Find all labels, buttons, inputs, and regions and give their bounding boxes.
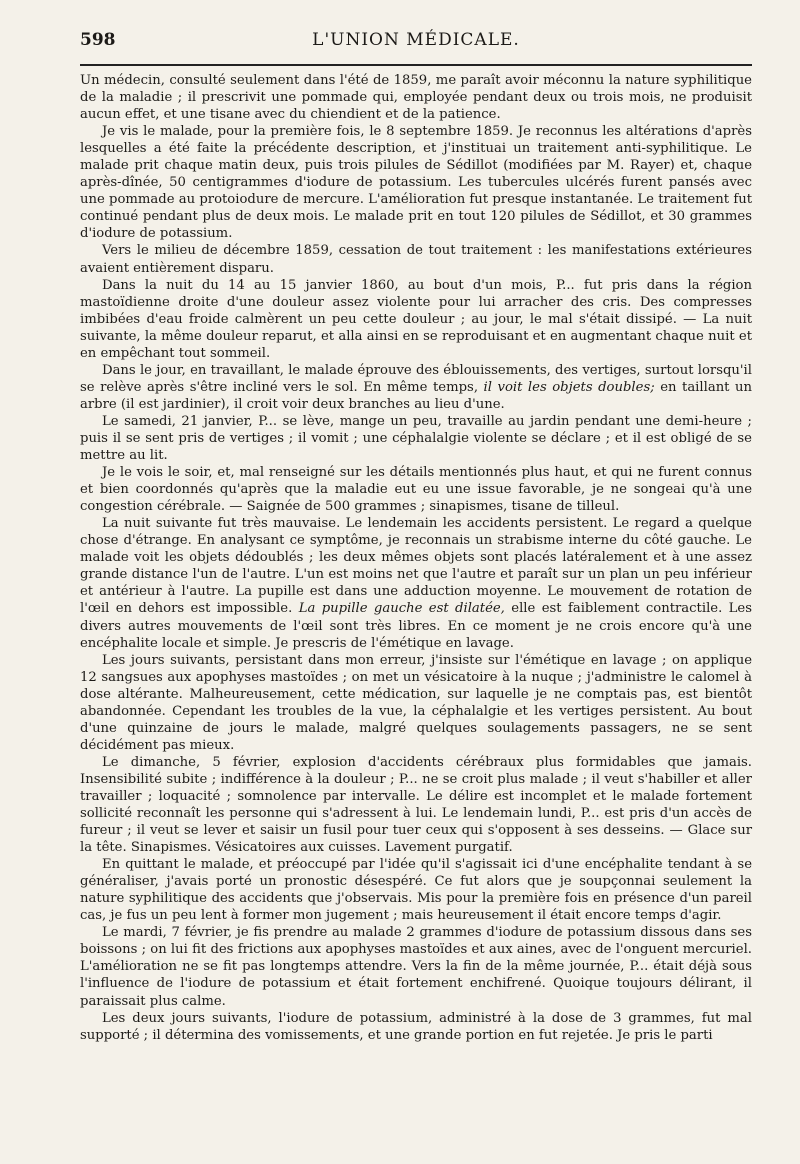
- page-number: 598: [80, 30, 116, 50]
- emphasis-text: La pupille gauche est dilatée,: [298, 601, 505, 617]
- paragraph-text: La nuit suivante fut très mauvaise. Le lendemain les accidents persistent. Le regard a quelque chose d'étrange. En analysant ce symptôme, je reconnais un strabisme interne du côté gauche. Le malade voit les objets dédoublés ; les deux mêmes objets sont placés latéralement et à une assez grande distance l'un de l'autre. L'un est moins net que l'autre et paraît sur un plan un peu inférieur et antérieur à l'autre. La pupille est dans une adduction moyenne. Le mouvement de rotation de l'œil en dehors est impossible.: [80, 516, 752, 617]
- paragraph: [80, 362, 752, 413]
- paragraph-text: en taillant un arbre (il est jardinier), il croit voir deux branches au lieu d'une.: [80, 379, 752, 412]
- emphasis-text: il voit les objets doubles;: [483, 379, 655, 395]
- header-rule: [80, 64, 752, 66]
- paragraph: Le dimanche, 5 février, explosion d'accidents cérébraux plus formidables que jamais. Insensibilité subite ; indifférence à la douleur ; P... ne se croit plus malade ; il veut s'habiller et aller travailler ; loquacité ; somnolence par intervalle. Le délire est incomplet et le malade fortement sollicité reconnaît les personne qui s'adressent à lui. Le lendemain lundi, P... est pris d'un accès de fureur ; il veut se lever et saisir un fusil pour tuer ceux qui s'opposent à ses desseins. — Glace sur la tête. Sinapismes. Vésicatoires aux cuisses. Lavement purgatif.: [80, 754, 752, 856]
- paragraph: Le samedi, 21 janvier, P... se lève, mange un peu, travaille au jardin pendant une demi-heure ; puis il se sent pris de vertiges ; il vomit ; une céphalalgie violente se déclare ; et il est obligé de se mettre au lit.: [80, 413, 752, 464]
- paragraph: Je vis le malade, pour la première fois, le 8 septembre 1859. Je reconnus les altérations d'après lesquelles a été faite la précédente description, et j'instituai un traitement anti-syphilitique. Le malade prit chaque matin deux, puis trois pilules de Sédillot (modifiées par M. Rayer) et, chaque après-dînée, 50 centigrammes d'iodure de potassium. Les tubercules ulcérés furent pansés avec une pommade au protoiodure de mercure. L'amélioration fut presque instantanée. Le traitement fut continué pendant plus de deux mois. Le malade prit en tout 120 pilules de Sédillot, et 30 grammes d'iodure de potassium.: [80, 124, 752, 242]
- paragraph: Les jours suivants, persistant dans mon erreur, j'insiste sur l'émétique en lavage ; on applique 12 sangsues aux apophyses mastoïdes ; on met un vésicatoire à la nuque ; j'administre le calomel à dose altérante. Malheureusement, cette médication, sur laquelle je ne comptais pas, est bientôt abandonnée. Cependant les troubles de la vue, la céphalalgie et les vertiges persistent. Au bout d'une quinzaine de jours le malade, malgré quelques soulagements passagers, ne se sent décidément pas mieux.: [80, 652, 752, 753]
- paragraph: [80, 515, 752, 651]
- body-text: [80, 72, 752, 1044]
- paragraph: En quittant le malade, et préoccupé par l'idée qu'il s'agissait ici d'une encéphalite tendant à se généraliser, j'avais porté un pronostic désespéré. Ce fut alors que je soupçonnai seulement la nature syphilitique des accidents que j'observais. Mis pour la première fois en présence d'un pareil cas, je fus un peu lent à former mon jugement ; mais heureusement il était encore temps d'agir.: [80, 857, 752, 924]
- paragraph: Vers le milieu de décembre 1859, cessation de tout traitement : les manifestations extérieures avaient entièrement disparu.: [80, 243, 752, 276]
- paragraph: Dans la nuit du 14 au 15 janvier 1860, au bout d'un mois, P... fut pris dans la région mastoïdienne droite d'une douleur assez violente pour lui arracher des cris. Des compresses imbibées d'eau froide calmèrent un peu cette douleur ; au jour, le mal s'était dissipé. — La nuit suivante, la même douleur reparut, et alla ainsi en se reproduisant et en augmentant chaque nuit et en empêchant tout sommeil.: [80, 277, 752, 361]
- paragraph: Je le vois le soir, et, mal renseigné sur les détails mentionnés plus haut, et qui ne furent connus et bien coordonnés qu'après que la maladie eut eu une issue favorable, je ne songeai qu'à une congestion cérébrale. — Saignée de 500 grammes ; sinapismes, tisane de tilleul.: [80, 465, 752, 515]
- paragraph: Le mardi, 7 février, je fis prendre au malade 2 grammes d'iodure de potassium dissous dans ses boissons ; on lui fit des frictions aux apophyses mastoïdes et aux aines, avec de l'onguent mercuriel. L'amélioration ne se fit pas longtemps attendre. Vers la fin de la même journée, P... était déjà sous l'influence de l'iodure de potassium et était fortement enchifrené. Quoique toujours délirant, il paraissait plus calme.: [80, 925, 752, 1009]
- paragraph-text: Dans le jour, en travaillant, le malade éprouve des éblouissements, des vertiges, surtout lorsqu'il se relève après s'être incliné vers le sol. En même temps,: [80, 362, 752, 395]
- page-header: [80, 30, 752, 64]
- journal-title: L'UNION MÉDICALE.: [312, 30, 520, 50]
- paragraph-text: elle est faiblement contractile. Les divers autres mouvements de l'œil sont très libres. En ce moment je ne crois encore qu'à une encéphalite locale et simple. Je prescris de l'émétique en lavage.: [80, 601, 752, 651]
- paragraph: Un médecin, consulté seulement dans l'été de 1859, me paraît avoir méconnu la nature syphilitique de la maladie ; il prescrivit une pommade qui, employée pendant deux ou trois mois, ne produisit aucun effet, et une tisane avec du chiendient et de la patience.: [80, 73, 752, 123]
- paragraph: Les deux jours suivants, l'iodure de potassium, administré à la dose de 3 grammes, fut mal supporté ; il détermina des vomissements, et une grande portion en fut rejetée. Je pris le parti: [80, 1010, 752, 1043]
